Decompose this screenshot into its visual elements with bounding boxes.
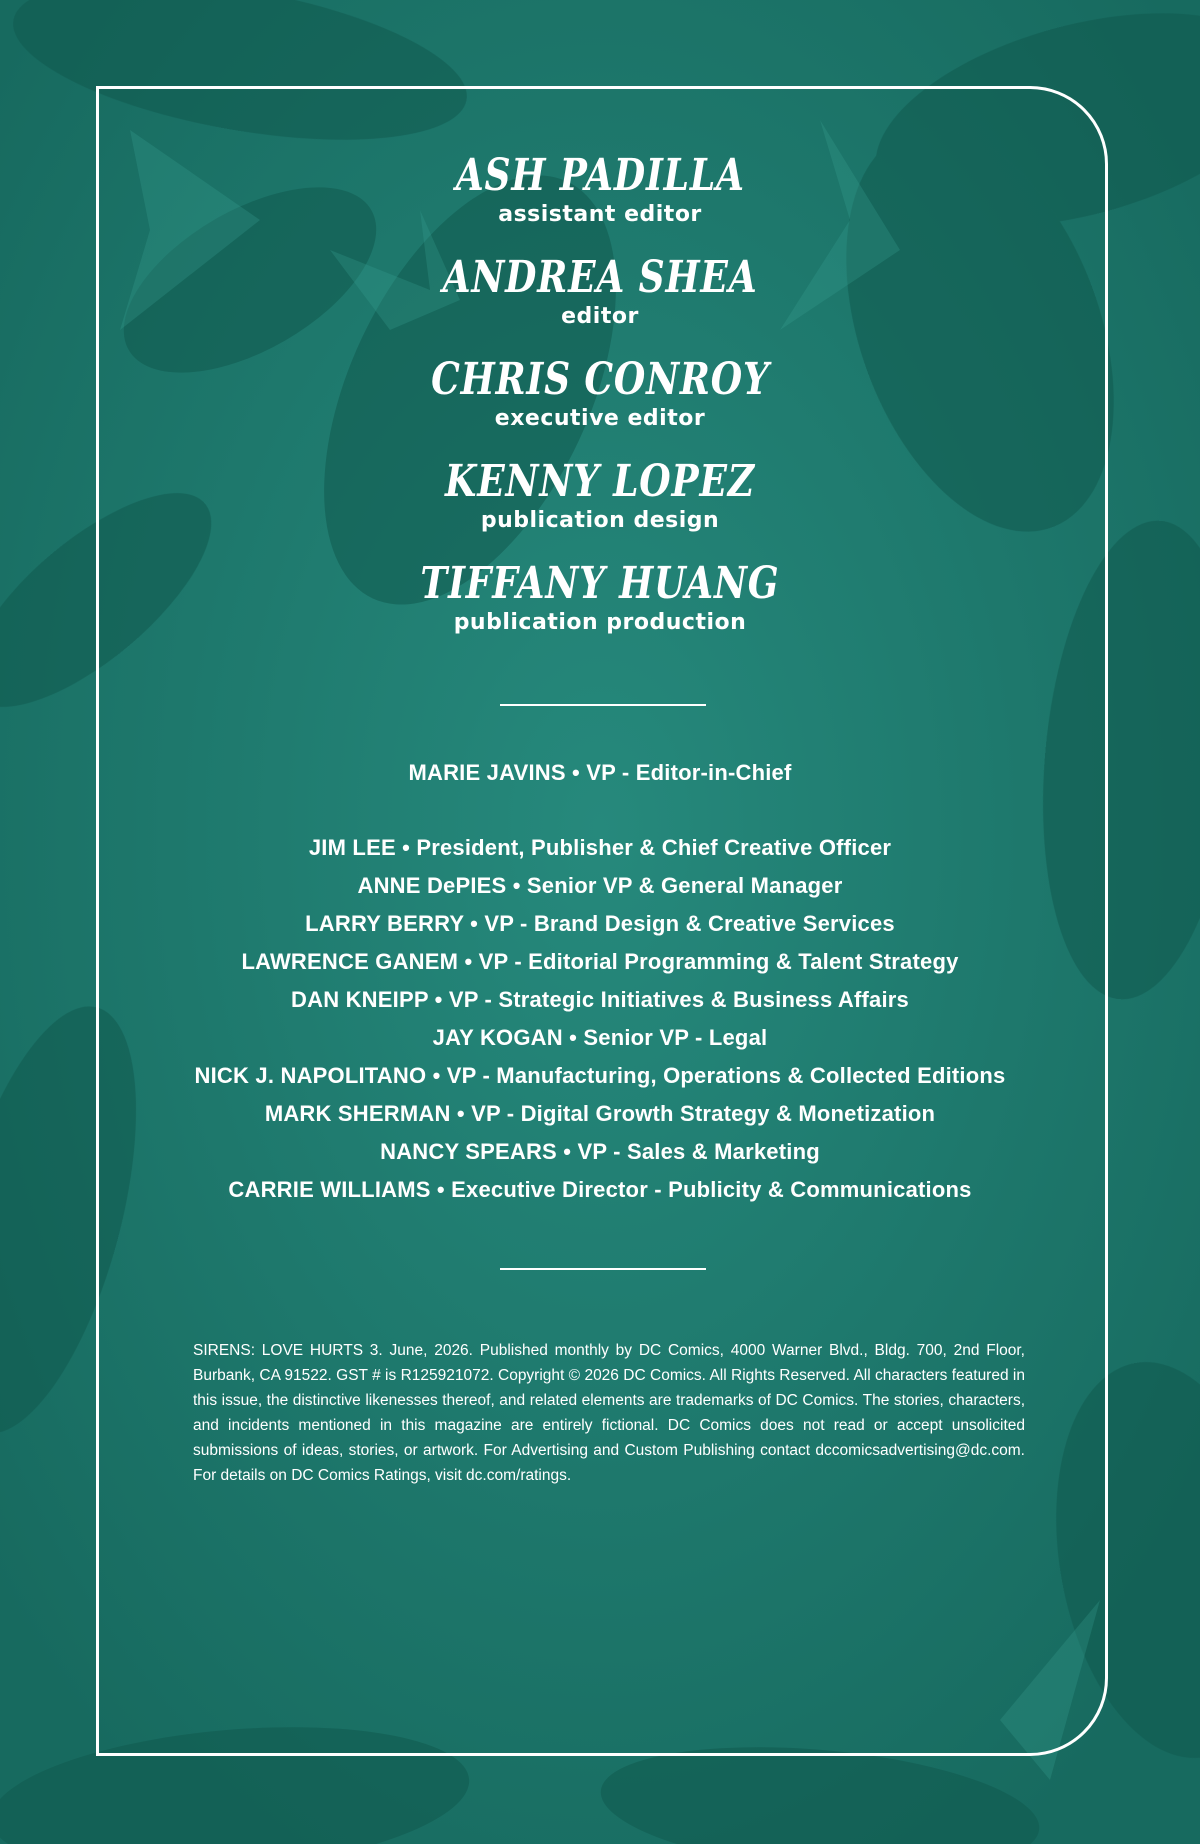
executive-line: CARRIE WILLIAMS • Executive Director - Publicity & Communications — [228, 1177, 972, 1202]
credit-name: CHRIS CONROY — [430, 354, 770, 405]
credit-name: ASH PADILLA — [455, 150, 745, 201]
executive-line: ANNE DePIES • Senior VP & General Manager — [357, 873, 843, 898]
credit-entry — [0, 354, 1200, 432]
executive-line: JAY KOGAN • Senior VP - Legal — [432, 1025, 768, 1050]
executive-list — [0, 829, 1200, 1209]
divider-bottom — [500, 1268, 706, 1270]
executive-line: LARRY BERRY • VP - Brand Design & Creative Services — [305, 911, 895, 936]
executive-line: LAWRENCE GANEM • VP - Editorial Programming & Talent Strategy — [241, 949, 959, 974]
legal-indicia: SIRENS: LOVE HURTS 3. June, 2026. Published monthly by DC Comics, 4000 Warner Blvd., Bldg. 700, 2nd Floor, Burbank, CA 91522. GST # is R125921072. Copyright © 2026 DC Comics. All Rights Reserved. All characters featured in this issue, the distinctive likenesses thereof, and related elements are trademarks of DC Comics. The stories, characters, and incidents mentioned in this magazine are entirely fictional. DC Comics does not read or accept unsolicited submissions of ideas, stories, or artwork. For Advertising and Custom Publishing contact dccomicsadvertising@dc.com. For details on DC Comics Ratings, visit dc.com/ratings. — [193, 1342, 1025, 1484]
executive-line: NANCY SPEARS • VP - Sales & Marketing — [380, 1139, 820, 1164]
credit-role: publication design — [480, 508, 720, 533]
credit-entry — [0, 558, 1200, 636]
divider-top — [500, 704, 706, 706]
executive-line: DAN KNEIPP • VP - Strategic Initiatives & Business Affairs — [291, 987, 909, 1012]
credit-role: assistant editor — [498, 202, 702, 227]
credit-entry — [0, 150, 1200, 228]
executive-line: NICK J. NAPOLITANO • VP - Manufacturing, Operations & Collected Editions — [194, 1063, 1006, 1088]
credit-role: editor — [561, 304, 639, 329]
editor-in-chief-line: MARIE JAVINS • VP - Editor-in-Chief — [408, 760, 792, 785]
credit-entry — [0, 456, 1200, 534]
executive-line: JIM LEE • President, Publisher & Chief Creative Officer — [308, 835, 892, 860]
credit-entry — [0, 252, 1200, 330]
credit-name: TIFFANY HUANG — [420, 558, 780, 609]
credit-name: KENNY LOPEZ — [445, 456, 755, 507]
credits-block — [0, 150, 1200, 660]
credit-name: ANDREA SHEA — [442, 252, 758, 303]
executive-line: MARK SHERMAN • VP - Digital Growth Strategy & Monetization — [264, 1101, 936, 1126]
credit-role: publication production — [453, 610, 747, 635]
credit-role: executive editor — [494, 406, 706, 431]
